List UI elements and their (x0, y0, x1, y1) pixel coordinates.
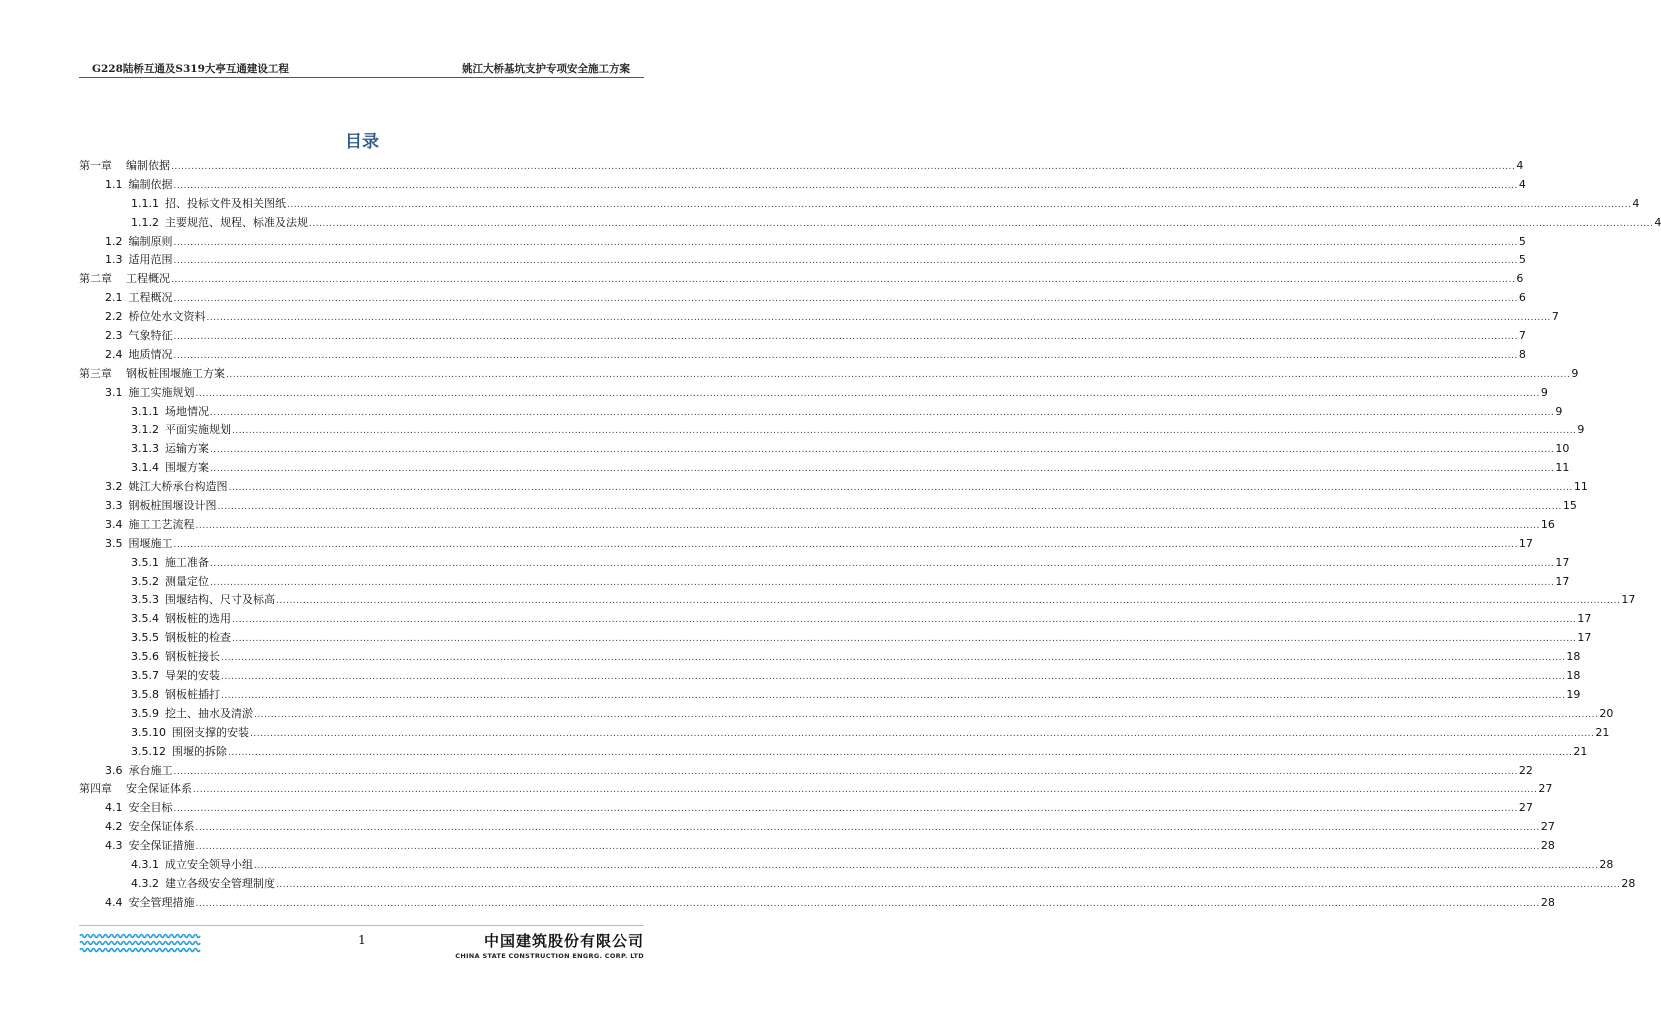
toc-entry-label: 桥位处水文资料 (128, 310, 206, 324)
toc-entry-number: 1.2 (105, 234, 123, 248)
toc-entry[interactable] (79, 327, 1526, 346)
toc-entry-label: 施工工艺流程 (128, 517, 195, 531)
toc-leader-dots: ................................................................................................................................................................................................................................................................................................................................................................................................................ (276, 596, 1621, 607)
toc-entry[interactable] (79, 403, 1563, 422)
toc-leader-dots: ................................................................................................................................................................................................................................................................................................................................................................................................................ (173, 332, 1518, 343)
toc-entry-number: 3.1.3 (131, 442, 159, 456)
toc-entry-number: 3.5.2 (131, 574, 159, 588)
toc-entry-number: 1.1.2 (131, 215, 159, 229)
toc-entry[interactable] (79, 535, 1533, 554)
toc-entry-number: 3.5.12 (131, 744, 166, 758)
toc-entry-page: 28 (1540, 895, 1555, 909)
toc-entry[interactable] (79, 780, 1553, 799)
toc-entry-label: 承台施工 (128, 763, 173, 777)
toc-leader-dots: ................................................................................................................................................................................................................................................................................................................................................................................................................ (254, 860, 1599, 871)
toc-entry[interactable] (79, 365, 1579, 384)
toc-entry-number: 3.1 (105, 385, 123, 399)
toc-entry-number: 2.1 (105, 291, 123, 305)
toc-entry-number: 3.5.4 (131, 612, 159, 626)
toc-entry[interactable] (79, 686, 1581, 705)
toc-leader-dots: ................................................................................................................................................................................................................................................................................................................................................................................................................ (195, 388, 1540, 399)
toc-entry-number: 3.1.4 (131, 461, 159, 475)
toc-entry-page: 4 (1518, 177, 1526, 191)
toc-entry-page: 27 (1518, 801, 1533, 815)
toc-entry-label: 围堰方案 (165, 461, 209, 475)
toc-entry[interactable] (79, 308, 1559, 327)
toc-leader-dots: ................................................................................................................................................................................................................................................................................................................................................................................................................ (195, 842, 1540, 853)
toc-entry[interactable] (79, 384, 1548, 403)
toc-entry-page: 17 (1555, 574, 1570, 588)
toc-entry-page: 17 (1621, 593, 1636, 607)
toc-entry[interactable] (79, 591, 1636, 610)
toc-entry-page: 4 (1516, 159, 1524, 172)
toc-leader-dots: ................................................................................................................................................................................................................................................................................................................................................................................................................ (309, 218, 1654, 229)
toc-leader-dots: ................................................................................................................................................................................................................................................................................................................................................................................................................ (276, 879, 1621, 890)
toc-entry-page: 7 (1551, 310, 1559, 324)
toc-leader-dots: ................................................................................................................................................................................................................................................................................................................................................................................................................ (232, 615, 1577, 626)
toc-entry-page: 5 (1518, 253, 1526, 267)
toc-entry-label: 编制原则 (128, 234, 173, 248)
toc-leader-dots: ................................................................................................................................................................................................................................................................................................................................................................................................................ (226, 369, 1571, 380)
toc-entry-number: 4.3 (105, 839, 123, 853)
toc-entry-number: 3.5.6 (131, 650, 159, 664)
toc-entry-label: 导架的安装 (165, 669, 220, 683)
page-number: 1 (358, 933, 366, 947)
toc-entry-number: 3.3 (105, 499, 123, 513)
toc-entry-page: 27 (1538, 782, 1553, 796)
toc-entry-label: 钢板桩的检查 (165, 631, 231, 645)
toc-entry[interactable] (79, 875, 1636, 894)
company-name-en: CHINA STATE CONSTRUCTION ENGRG. CORP. LTD (455, 952, 644, 960)
toc-entry[interactable] (79, 610, 1592, 629)
toc-entry-page: 19 (1566, 687, 1581, 701)
toc-entry-page: 6 (1518, 291, 1526, 305)
toc-entry-page: 9 (1577, 423, 1585, 437)
toc-entry[interactable] (79, 705, 1614, 724)
toc-leader-dots: ................................................................................................................................................................................................................................................................................................................................................................................................................ (171, 275, 1516, 286)
toc-leader-dots: ................................................................................................................................................................................................................................................................................................................................................................................................................ (195, 520, 1540, 531)
toc-leader-dots: ................................................................................................................................................................................................................................................................................................................................................................................................................ (221, 672, 1566, 683)
toc-entry-label: 工程概况 (126, 272, 170, 286)
toc-entry[interactable] (79, 346, 1526, 365)
toc-entry-number: 第四章 (79, 782, 112, 796)
toc-leader-dots: ................................................................................................................................................................................................................................................................................................................................................................................................................ (206, 313, 1551, 324)
toc-entry-number: 3.4 (105, 517, 123, 531)
toc-entry-number: 3.6 (105, 763, 123, 777)
toc-entry-label: 挖土、抽水及清淤 (165, 706, 253, 720)
toc-entry[interactable] (79, 440, 1570, 459)
toc-entry-number: 3.5.9 (131, 706, 159, 720)
toc-entry-number: 3.5.10 (131, 725, 166, 739)
toc-entry[interactable] (79, 478, 1588, 497)
toc-entry-page: 10 (1555, 442, 1570, 456)
toc-entry[interactable] (79, 799, 1533, 818)
toc-entry[interactable] (79, 837, 1555, 856)
toc-entry[interactable] (79, 762, 1533, 781)
toc-entry-label: 钢板桩的选用 (165, 612, 231, 626)
toc-leader-dots: ................................................................................................................................................................................................................................................................................................................................................................................................................ (287, 199, 1632, 210)
toc-entry[interactable] (79, 421, 1585, 440)
toc-entry-label: 安全保证体系 (128, 820, 195, 834)
toc-entry-number: 3.5.7 (131, 669, 159, 683)
toc-entry-number: 3.5.5 (131, 631, 159, 645)
toc-entry-page: 28 (1621, 876, 1636, 890)
toc-entry-page: 11 (1573, 480, 1588, 494)
toc-entry-number: 3.5.8 (131, 687, 159, 701)
toc-entry-number: 3.1.2 (131, 423, 159, 437)
toc-leader-dots: ................................................................................................................................................................................................................................................................................................................................................................................................................ (210, 464, 1555, 475)
toc-entry-label: 围堰结构、尺寸及标高 (165, 593, 275, 607)
toc-entry-label: 安全管理措施 (128, 895, 195, 909)
toc-entry-number: 4.4 (105, 895, 123, 909)
toc-entry-label: 钢板桩围堰设计图 (128, 499, 217, 513)
toc-entry-label: 安全目标 (128, 801, 173, 815)
toc-leader-dots: ................................................................................................................................................................................................................................................................................................................................................................................................................ (250, 728, 1595, 739)
header-project-title: G228陆桥互通及S319大亭互通建设工程 (92, 63, 289, 75)
toc-entry-number: 3.5 (105, 536, 123, 550)
toc-entry-label: 施工实施规划 (128, 385, 195, 399)
toc-entry-page: 6 (1516, 272, 1524, 286)
toc-leader-dots: ................................................................................................................................................................................................................................................................................................................................................................................................................ (173, 180, 1518, 191)
toc-entry-page: 27 (1540, 820, 1555, 834)
toc-entry-page: 5 (1518, 234, 1526, 248)
toc-entry-page: 17 (1577, 612, 1592, 626)
toc-entry-page: 28 (1599, 857, 1614, 871)
toc-entry-number: 4.2 (105, 820, 123, 834)
toc-entry[interactable] (79, 724, 1610, 743)
toc-entry-number: 1.3 (105, 253, 123, 267)
toc-entry-page: 15 (1562, 499, 1577, 513)
toc-leader-dots: ................................................................................................................................................................................................................................................................................................................................................................................................................ (195, 823, 1540, 834)
table-of-contents (79, 157, 1661, 913)
toc-entry-number: 3.5.3 (131, 593, 159, 607)
toc-entry-label: 安全保证体系 (126, 782, 192, 796)
toc-entry-page: 17 (1555, 555, 1570, 569)
toc-entry[interactable] (79, 195, 1640, 214)
toc-entry[interactable] (79, 516, 1555, 535)
toc-entry-label: 运输方案 (165, 442, 209, 456)
toc-entry-number: 4.3.2 (131, 876, 159, 890)
toc-leader-dots: ................................................................................................................................................................................................................................................................................................................................................................................................................ (173, 256, 1518, 267)
toc-entry-page: 18 (1566, 650, 1581, 664)
toc-entry-page: 28 (1540, 839, 1555, 853)
toc-entry-number: 第二章 (79, 272, 112, 286)
toc-entry-page: 4 (1632, 196, 1640, 210)
toc-entry-label: 平面实施规划 (165, 423, 231, 437)
toc-entry[interactable] (79, 270, 1524, 289)
toc-entry-label: 安全保证措施 (128, 839, 195, 853)
toc-entry[interactable] (79, 818, 1555, 837)
toc-entry[interactable] (79, 743, 1588, 762)
toc-entry-label: 气象特征 (128, 329, 173, 343)
toc-title: 目录 (345, 132, 379, 152)
toc-entry-page: 18 (1566, 669, 1581, 683)
toc-leader-dots: ................................................................................................................................................................................................................................................................................................................................................................................................................ (173, 294, 1518, 305)
toc-entry-number: 第一章 (79, 159, 112, 172)
toc-entry-label: 围堰的拆除 (172, 744, 227, 758)
toc-entry-number: 3.2 (105, 480, 123, 494)
footer-divider (79, 925, 644, 926)
toc-entry[interactable] (79, 497, 1577, 516)
toc-entry-page: 20 (1599, 706, 1614, 720)
toc-entry-label: 地质情况 (128, 347, 173, 361)
toc-entry-label: 钢板桩围堰施工方案 (126, 366, 225, 380)
toc-entry-page: 8 (1518, 347, 1526, 361)
toc-entry[interactable] (79, 233, 1526, 252)
page-header (79, 58, 644, 76)
toc-entry-number: 3.1.1 (131, 404, 159, 418)
toc-entry-label: 施工准备 (165, 555, 209, 569)
toc-leader-dots: ................................................................................................................................................................................................................................................................................................................................................................................................................ (217, 502, 1562, 513)
toc-entry[interactable] (79, 573, 1570, 592)
toc-entry[interactable] (79, 251, 1526, 270)
toc-entry-page: 9 (1555, 404, 1563, 418)
toc-entry-label: 主要规范、规程、标准及法规 (165, 215, 308, 229)
toc-entry-number: 4.1 (105, 801, 123, 815)
toc-entry-label: 成立安全领导小组 (165, 857, 253, 871)
toc-leader-dots: ................................................................................................................................................................................................................................................................................................................................................................................................................ (232, 634, 1577, 645)
toc-entry-label: 姚江大桥承台构造图 (128, 480, 228, 494)
toc-leader-dots: ................................................................................................................................................................................................................................................................................................................................................................................................................ (173, 350, 1518, 361)
toc-leader-dots: ................................................................................................................................................................................................................................................................................................................................................................................................................ (210, 577, 1555, 588)
toc-entry-number: 4.3.1 (131, 857, 159, 871)
toc-entry-number: 第三章 (79, 366, 112, 380)
toc-leader-dots: ................................................................................................................................................................................................................................................................................................................................................................................................................ (232, 426, 1577, 437)
header-divider (79, 77, 644, 78)
toc-entry[interactable] (79, 459, 1570, 478)
toc-entry-label: 围堰施工 (128, 536, 173, 550)
toc-entry-page: 11 (1555, 461, 1570, 475)
toc-entry-label: 测量定位 (165, 574, 209, 588)
company-name-cn: 中国建筑股份有限公司 (483, 932, 644, 950)
toc-entry[interactable] (79, 856, 1614, 875)
toc-leader-dots: ................................................................................................................................................................................................................................................................................................................................................................................................................ (173, 766, 1518, 777)
toc-entry-label: 招、投标文件及相关图纸 (165, 196, 286, 210)
toc-leader-dots: ................................................................................................................................................................................................................................................................................................................................................................................................................ (254, 709, 1599, 720)
toc-leader-dots: ................................................................................................................................................................................................................................................................................................................................................................................................................ (221, 690, 1566, 701)
toc-entry-label: 场地情况 (165, 404, 209, 418)
toc-entry-label: 编制依据 (128, 177, 173, 191)
toc-entry[interactable] (79, 289, 1526, 308)
toc-entry-page: 21 (1595, 725, 1610, 739)
toc-entry-label: 钢板桩插打 (165, 687, 220, 701)
toc-entry[interactable] (79, 629, 1592, 648)
toc-entry-label: 建立各级安全管理制度 (165, 876, 275, 890)
toc-leader-dots: ................................................................................................................................................................................................................................................................................................................................................................................................................ (221, 653, 1566, 664)
toc-entry-page: 9 (1571, 366, 1579, 380)
toc-entry[interactable] (79, 157, 1524, 176)
toc-leader-dots: ................................................................................................................................................................................................................................................................................................................................................................................................................ (193, 785, 1538, 796)
toc-entry-number: 1.1.1 (131, 196, 159, 210)
toc-leader-dots: ................................................................................................................................................................................................................................................................................................................................................................................................................ (228, 483, 1573, 494)
toc-leader-dots: ................................................................................................................................................................................................................................................................................................................................................................................................................ (173, 237, 1518, 248)
toc-leader-dots: ................................................................................................................................................................................................................................................................................................................................................................................................................ (210, 407, 1555, 418)
toc-entry-page: 22 (1518, 763, 1533, 777)
toc-entry-page: 17 (1577, 631, 1592, 645)
toc-entry-number: 3.5.1 (131, 555, 159, 569)
toc-entry[interactable] (79, 176, 1526, 195)
toc-entry-number: 2.4 (105, 347, 123, 361)
toc-leader-dots: ................................................................................................................................................................................................................................................................................................................................................................................................................ (210, 558, 1555, 569)
toc-entry-page: 16 (1540, 517, 1555, 531)
toc-entry-label: 围囹支撑的安装 (172, 725, 249, 739)
toc-entry[interactable] (79, 894, 1555, 913)
toc-entry-number: 1.1 (105, 177, 123, 191)
toc-leader-dots: ................................................................................................................................................................................................................................................................................................................................................................................................................ (173, 539, 1518, 550)
toc-leader-dots: ................................................................................................................................................................................................................................................................................................................................................................................................................ (171, 162, 1516, 172)
toc-leader-dots: ................................................................................................................................................................................................................................................................................................................................................................................................................ (228, 747, 1573, 758)
toc-entry-number: 2.2 (105, 310, 123, 324)
toc-entry[interactable] (79, 667, 1581, 686)
toc-leader-dots: ................................................................................................................................................................................................................................................................................................................................................................................................................ (210, 445, 1555, 456)
toc-entry[interactable] (79, 648, 1581, 667)
toc-entry[interactable] (79, 214, 1661, 233)
toc-entry-label: 工程概况 (128, 291, 173, 305)
toc-entry-page: 17 (1518, 536, 1533, 550)
toc-entry[interactable] (79, 554, 1570, 573)
toc-entry-number: 2.3 (105, 329, 123, 343)
toc-entry-label: 钢板桩接长 (165, 650, 220, 664)
toc-leader-dots: ................................................................................................................................................................................................................................................................................................................................................................................................................ (195, 898, 1540, 909)
toc-leader-dots: ................................................................................................................................................................................................................................................................................................................................................................................................................ (173, 804, 1518, 815)
toc-entry-page: 4 (1654, 215, 1661, 229)
header-document-title: 姚江大桥基坑支护专项安全施工方案 (462, 63, 630, 75)
toc-entry-label: 编制依据 (126, 159, 170, 172)
toc-entry-page: 21 (1573, 744, 1588, 758)
toc-entry-page: 9 (1540, 385, 1548, 399)
toc-entry-page: 7 (1518, 329, 1526, 343)
toc-entry-label: 适用范围 (128, 253, 173, 267)
company-logo (455, 930, 644, 960)
